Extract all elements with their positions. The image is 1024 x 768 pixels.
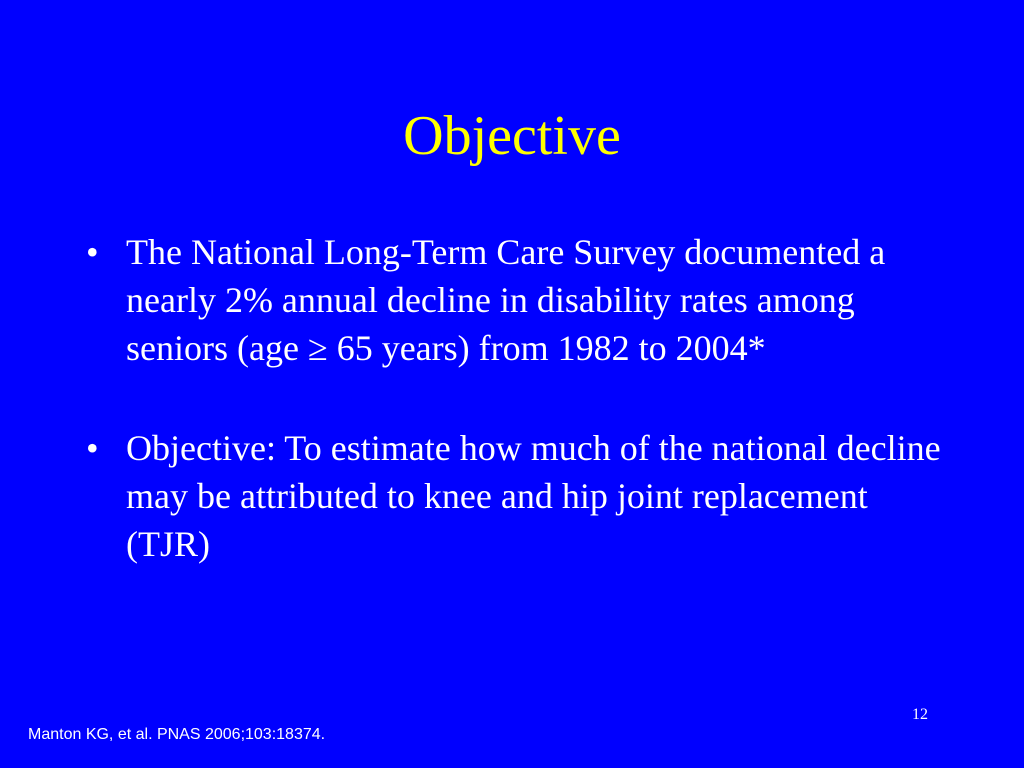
bullet-icon: • [86, 428, 99, 468]
bullet-icon: • [86, 232, 99, 272]
bullet-text: The National Long-Term Care Survey documented a nearly 2% annual decline in disability rates among seniors (age ≥ 65 years) from 1982 to 2004* [126, 232, 886, 368]
slide-title: Objective [403, 105, 621, 167]
bullet-item-objective [86, 424, 946, 568]
bullet-text: Objective: To estimate how much of the national decline may be attributed to knee and hip joint replacement (TJR) [126, 428, 941, 564]
bullet-list [86, 228, 946, 568]
bullet-item-survey [86, 228, 946, 372]
footnote-citation: Manton KG, et al. PNAS 2006;103:18374. [28, 726, 326, 743]
slide-number: 12 [912, 706, 928, 723]
